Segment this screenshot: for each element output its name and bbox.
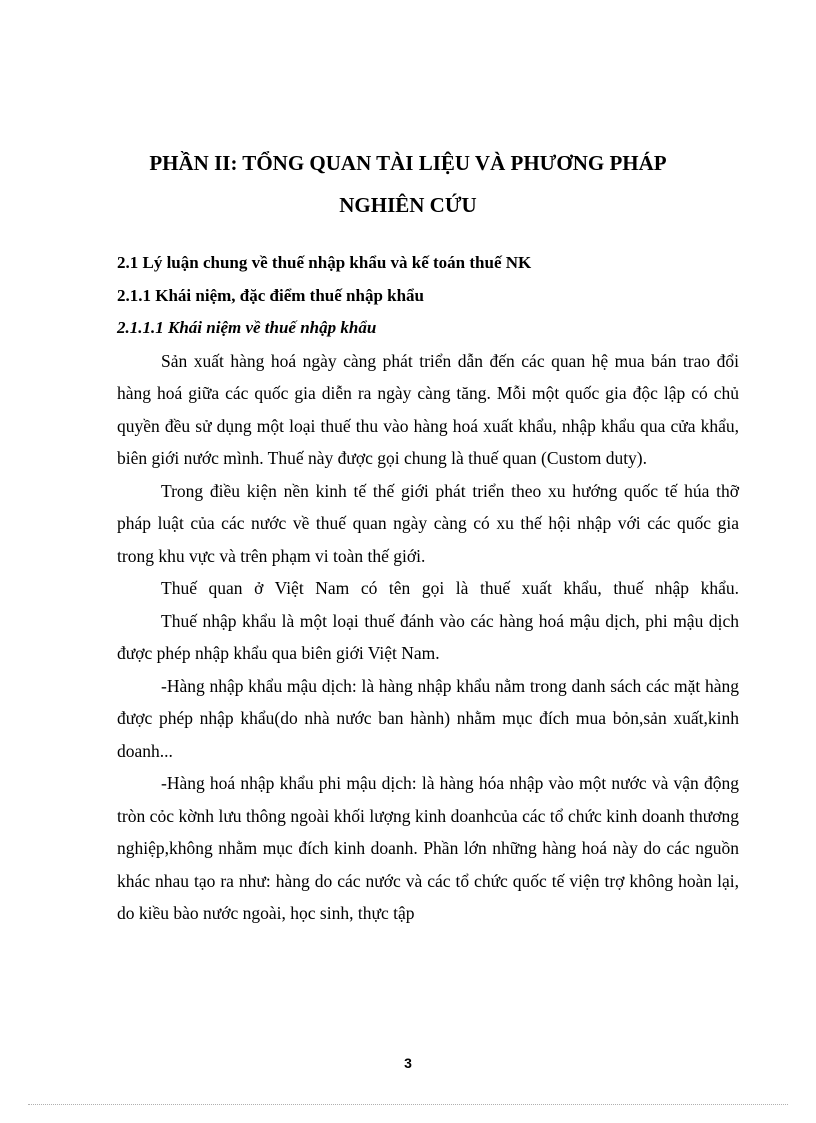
section-heading-2-1: 2.1 Lý luận chung về thuế nhập khẩu và kế toán thuế NK — [117, 253, 532, 272]
body-content — [117, 247, 739, 930]
chapter-title-line-1: PHẦN II: TỔNG QUAN TÀI LIỆU VÀ PHƯƠNG PHÁP — [149, 151, 667, 175]
paragraph-text: Sản xuất hàng hoá ngày càng phát triển dẫn đến các quan hệ mua bán trao đổi hàng hoá giữa các quốc gia diễn ra ngày càng tăng. Mỗi một quốc gia độc lập có chủ quyền đều sử dụng một loại thuế thu vào hàng hoá xuất khẩu, nhập khẩu qua cửa khẩu, biên giới nước mình. Thuế này được gọi chung là thuế quan (Custom duty). — [117, 350, 739, 468]
chapter-title — [100, 142, 716, 226]
paragraph-text: Thuế nhập khẩu là một loại thuế đánh vào các hàng hoá mậu dịch, phi mậu dịch được phép nhập khẩu qua biên giới Việt Nam. — [117, 610, 739, 663]
paragraph-text: Thuế quan ở Việt Nam có tên gọi là thuế xuất khẩu, thuế nhập khẩu. — [161, 578, 739, 598]
paragraph — [117, 670, 739, 768]
page-bottom-divider — [28, 1104, 788, 1105]
section-heading-2-1-1-1: 2.1.1.1 Khái niệm về thuế nhập khẩu — [117, 318, 377, 337]
page-number: 3 — [404, 1055, 412, 1071]
chapter-title-line-2: NGHIÊN CỨU — [339, 193, 477, 217]
section-heading-2-1-1: 2.1.1 Khái niệm, đặc điểm thuế nhập khẩu — [117, 285, 425, 305]
paragraph — [117, 475, 739, 573]
paragraph — [117, 767, 739, 930]
paragraph — [117, 572, 739, 605]
paragraph-text: -Hàng hoá nhập khẩu phi mậu dịch: là hàng hóa nhập vào một nước và vận động tròn cỏc kờnh lưu thông ngoài khối lượng kinh doanhcủa các tổ chức kinh doanh thương nghiệp,không nhằm mục đích kinh doanh. Phần lớn những hàng hoá này do các nguồn khác nhau tạo ra như: hàng do các nước và các tổ chức quốc tế viện trợ không hoàn lại, do kiều bào nước ngoài, học sinh, thực tập — [117, 773, 739, 923]
paragraph — [117, 345, 739, 475]
paragraph — [117, 605, 739, 670]
paragraph-text: Trong điều kiện nền kinh tế thế giới phát triển theo xu hướng quốc tế húa thỡ pháp luật của các nước về thuế quan ngày càng có xu thế hội nhập với các quốc gia trong khu vực và trên phạm vi toàn thế giới. — [117, 480, 739, 566]
paragraph-text: -Hàng nhập khẩu mậu dịch: là hàng nhập khẩu nằm trong danh sách các mặt hàng được phép nhập khẩu(do nhà nước ban hành) nhằm mục đích mua bỏn,sản xuất,kinh doanh... — [117, 675, 739, 761]
